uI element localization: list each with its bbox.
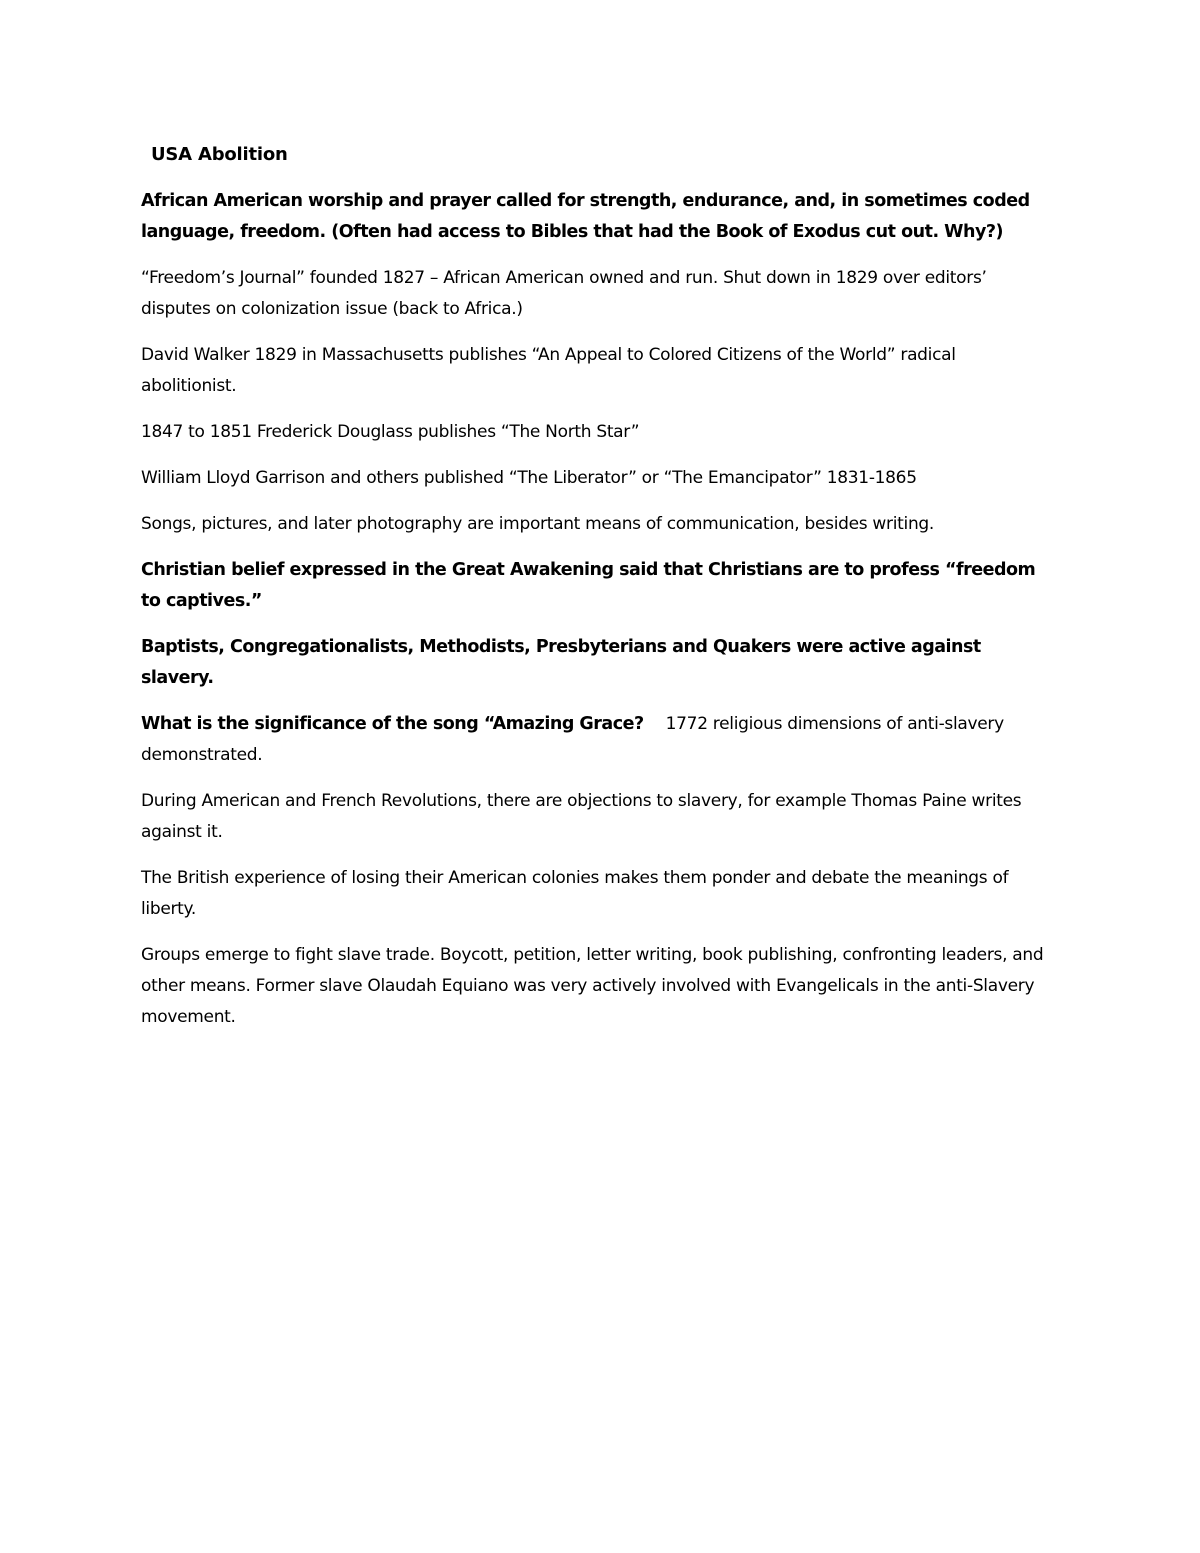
amazing-grace-note: 1772 religious dimensions of anti-slavery demonstrated. [141,714,1004,765]
paragraph-freedoms-journal: “Freedom’s Journal” founded 1827 – African American owned and run. Shut down in 1829 over editors’ disputes on colonization issue (back to Africa.) [141,268,987,319]
amazing-grace-question: What is the significance of the song “Amazing Grace? [141,714,644,734]
paragraph-north-star: 1847 to 1851 Frederick Douglass publishes “The North Star” [141,422,640,442]
paragraph-british-experience: The British experience of losing their American colonies makes them ponder and debate the meanings of liberty. [141,868,1009,919]
paragraph-revolutions: During American and French Revolutions, there are objections to slavery, for example Thomas Paine writes against it. [141,791,1022,842]
paragraph-liberator: William Lloyd Garrison and others published “The Liberator” or “The Emancipator” 1831-1865 [141,468,917,488]
paragraph-amazing-grace [141,709,1056,771]
paragraph-david-walker: David Walker 1829 in Massachusetts publishes “An Appeal to Colored Citizens of the World” radical abolitionist. [141,345,956,396]
paragraph-denominations: Baptists, Congregationalists, Methodists, Presbyterians and Quakers were active against slavery. [141,637,981,688]
document-title: USA Abolition [151,144,288,165]
document-body [141,139,1056,1048]
paragraph-songs-pictures: Songs, pictures, and later photography are important means of communication, besides writing. [141,514,935,534]
paragraph-worship: African American worship and prayer called for strength, endurance, and, in sometimes coded language, freedom. (Often had access to Bibles that had the Book of Exodus cut out. Why?) [141,191,1030,242]
paragraph-great-awakening: Christian belief expressed in the Great Awakening said that Christians are to profess “freedom to captives.” [141,560,1036,611]
paragraph-groups-emerge: Groups emerge to fight slave trade. Boycott, petition, letter writing, book publishing, confronting leaders, and other means. Former slave Olaudah Equiano was very actively involved with Evangelicals in the anti-Slavery movement. [141,945,1044,1027]
